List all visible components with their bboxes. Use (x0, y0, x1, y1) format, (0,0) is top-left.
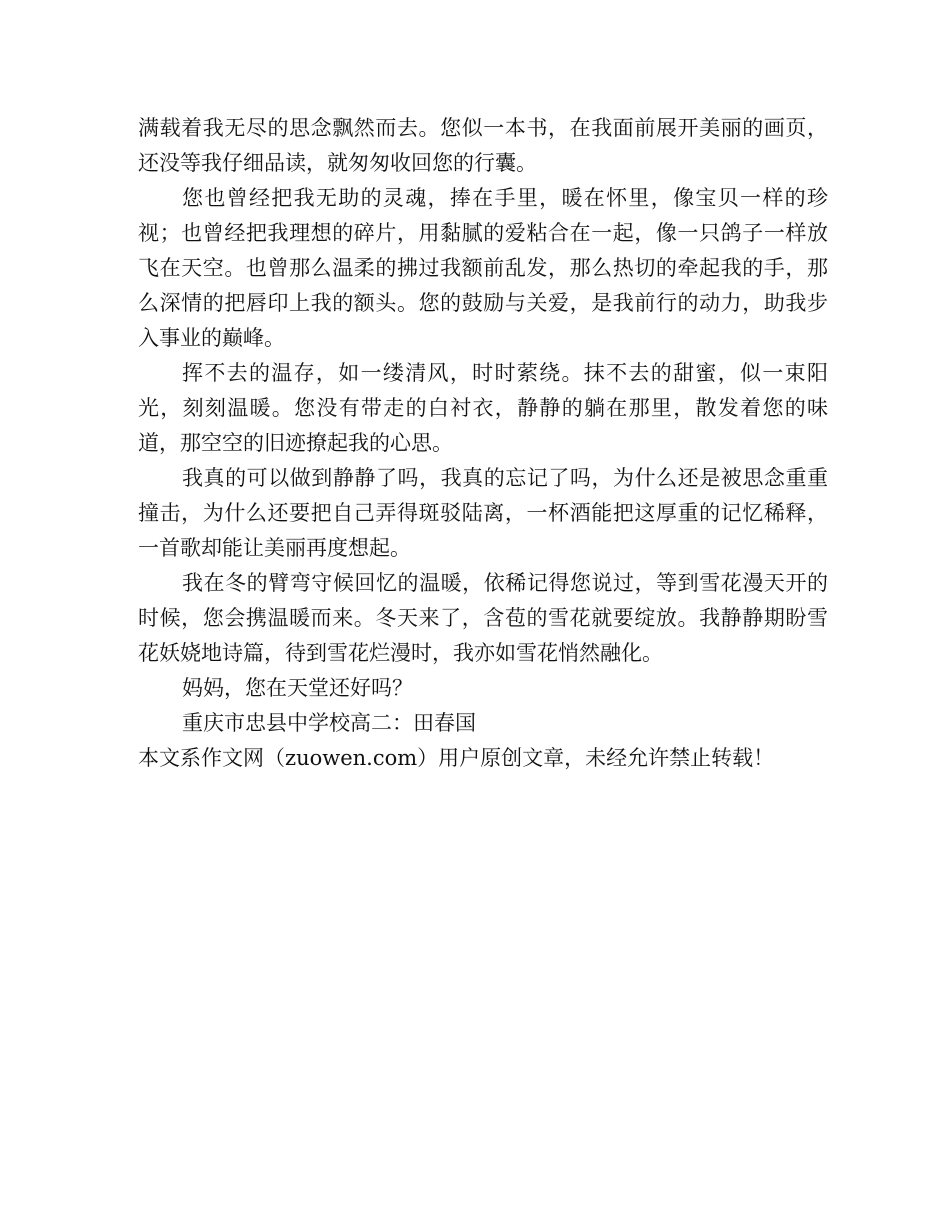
copyright-notice: 本文系作文网（zuowen.com）用户原创文章，未经允许禁止转载！ (138, 746, 775, 770)
author-line: 重庆市忠县中学校高二：田春国 (182, 711, 476, 735)
document-body (138, 111, 828, 776)
paragraph-question: 妈妈，您在天堂还好吗？ (182, 676, 413, 700)
paragraph-warmth: 挥不去的温存，如一缕清风，时时萦绕。抹不去的甜蜜，似一束阳光，刻刻温暖。您没有带走的白衬衣，静静的躺在那里，散发着您的味道，那空空的旧迹撩起我的心思。 (138, 361, 828, 455)
paragraph-continuation: 满载着我无尽的思念飘然而去。您似一本书，在我面前展开美丽的画页，还没等我仔细品读，就匆匆收回您的行囊。 (138, 116, 828, 175)
paragraph-longing: 我真的可以做到静静了吗，我真的忘记了吗，为什么还是被思念重重撞击，为什么还要把自己弄得斑驳陆离，一杯酒能把这厚重的记忆稀释，一首歌却能让美丽再度想起。 (138, 466, 828, 560)
paragraph-winter: 我在冬的臂弯守候回忆的温暖，依稀记得您说过，等到雪花漫天开的时候，您会携温暖而来。冬天来了，含苞的雪花就要绽放。我静静期盼雪花妖娆地诗篇，待到雪花烂漫时，我亦如雪花悄然融化。 (138, 571, 828, 665)
paragraph-memories: 您也曾经把我无助的灵魂，捧在手里，暖在怀里，像宝贝一样的珍视；也曾经把我理想的碎片，用黏腻的爱粘合在一起，像一只鸽子一样放飞在天空。也曾那么温柔的拂过我额前乱发，那么热切的牵起我的手，那么深情的把唇印上我的额头。您的鼓励与关爱，是我前行的动力，助我步入事业的巅峰。 (138, 186, 828, 350)
